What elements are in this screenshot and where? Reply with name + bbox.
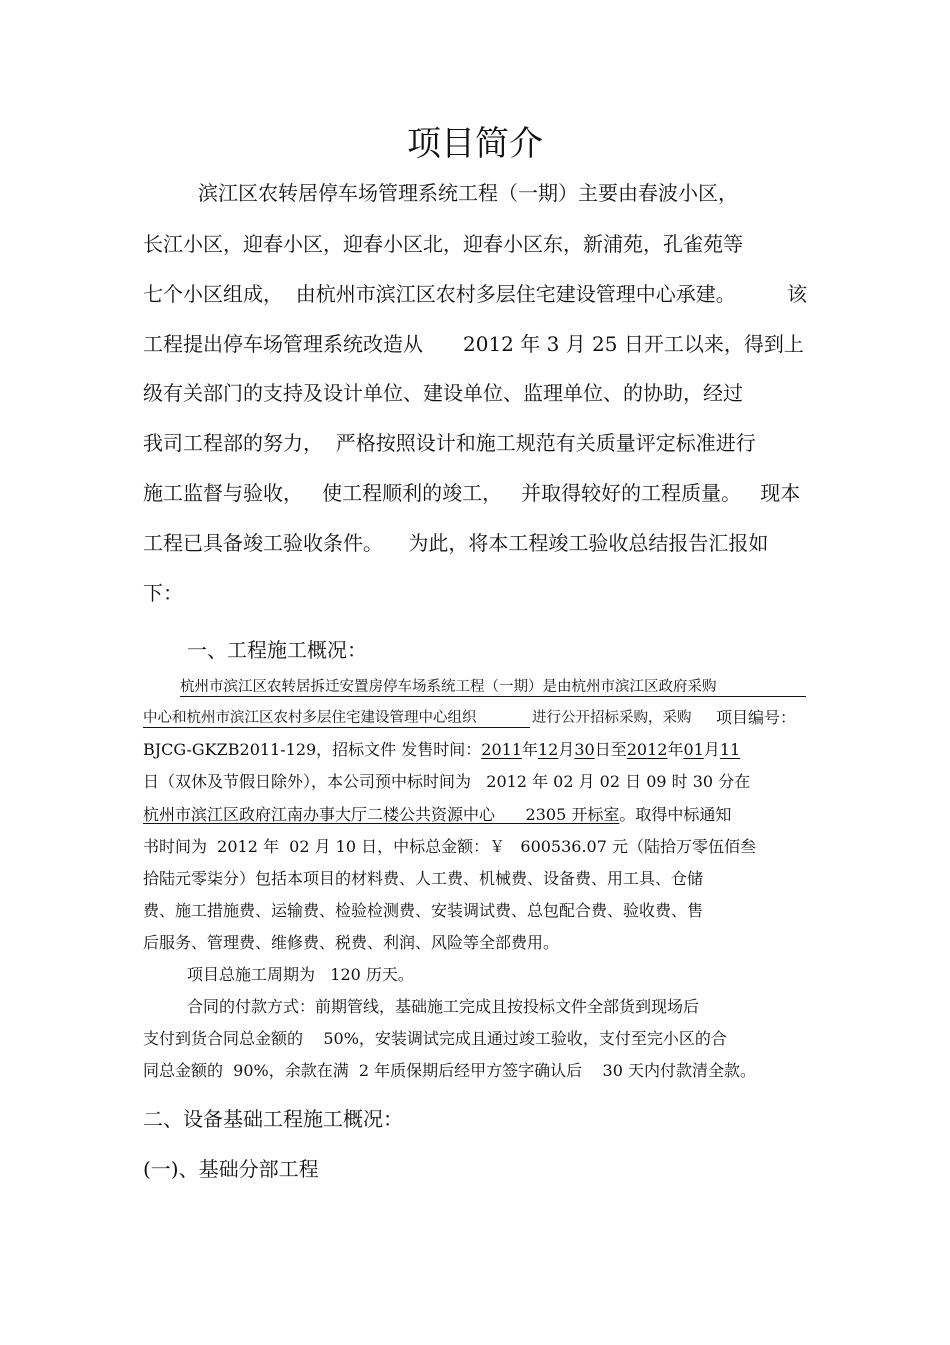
page-title: 项目简介 [407, 124, 543, 164]
section-line: 进行公开招标采购，采购 [532, 710, 692, 726]
section-line: 日（双休及节假日除外），本公司预中标时间为 2012 年 02 月 02 日 09 时 30 分在 [143, 772, 751, 791]
section-line: 项目编号： [716, 708, 797, 727]
intro-line: 施工监督与验收， 使工程顺利的竣工， 并取得较好的工程质量。 现本 [143, 481, 801, 505]
section-line: 支付到货合同总金额的 50%，安装调试完成且通过竣工验收，支付至完小区的合 [143, 1029, 727, 1048]
section-line: 后服务、管理费、维修费、税费、利润、风险等全部费用。 [143, 933, 560, 952]
underline-rule [180, 696, 806, 697]
text-segment: 月 [703, 740, 720, 759]
subsection-heading: (一)、基础分部工程 [143, 1157, 319, 1181]
intro-line: 2012 年 3 月 25 日开工以来，得到上 [463, 332, 804, 356]
date-segment: 11 [719, 740, 741, 759]
text-segment: 。取得中标通知 [619, 805, 732, 824]
section-line [143, 738, 740, 762]
intro-line: 级有关部门的支持及设计单位、建设单位、监理单位、的协助，经过 [143, 381, 743, 405]
section-line: 拾陆元零柒分）包括本项目的材料费、人工费、机械费、设备费、用工具、仓储 [143, 869, 704, 888]
intro-line: 工程提出停车场管理系统改造从 [143, 332, 423, 356]
venue-segment: 杭州市滨江区政府江南办事大厅二楼公共资源中心 [143, 805, 496, 824]
date-segment: 12 [538, 740, 559, 759]
text-segment: 年 [667, 740, 684, 759]
date-segment: 2012 [626, 740, 668, 759]
intro-line: 滨江区农转居停车场管理系统工程（一期）主要由春波小区， [198, 181, 738, 205]
section-line: 费、施工措施费、运输费、检验检测费、安装调试费、总包配合费、验收费、售 [143, 901, 704, 920]
intro-line: 长江小区，迎春小区，迎春小区北，迎春小区东，新浦苑，孔雀苑等 [143, 232, 743, 256]
text-segment: 年 [521, 740, 538, 759]
text-segment: 月 [558, 740, 575, 759]
section-line: 中心和杭州市滨江区农村多层住宅建设管理中心组织 [143, 710, 477, 726]
section-heading: 二、设备基础工程施工概况： [143, 1107, 403, 1131]
intro-line: 七个小区组成， 由杭州市滨江区农村多层住宅建设管理中心承建。 [143, 282, 736, 306]
intro-line: 下： [143, 581, 183, 605]
section-line [143, 803, 731, 827]
text-segment: 日至 [594, 740, 627, 759]
venue-segment: 2305 开标室 [525, 805, 620, 824]
section-line: 合同的付款方式：前期管线，基础施工完成且按投标文件全部货到现场后 [187, 997, 700, 1016]
intro-line: 该 [787, 282, 807, 306]
project-code: BJCG-GKZB2011-129 [143, 740, 317, 759]
intro-line: 工程已具备竣工验收条件。 为此，将本工程竣工验收总结报告汇报如 [143, 531, 769, 555]
section-line: 杭州市滨江区农转居拆迁安置房停车场系统工程（一期）是由杭州市滨江区政府采购 [180, 679, 717, 695]
date-segment: 2011 [481, 740, 522, 759]
date-segment: 30 [574, 740, 595, 759]
intro-line: 我司工程部的努力， 严格按照设计和施工规范有关质量评定标准进行 [143, 431, 756, 455]
underline-rule [143, 727, 530, 728]
text-segment: ，招标文件 发售时间： [316, 740, 482, 759]
date-segment: 01 [683, 740, 704, 759]
section-line: 同总金额的 90%，余款在满 2 年质保期后经甲方签字确认后 30 天内付款清全款。 [143, 1061, 756, 1080]
section-heading: 一、工程施工概况： [187, 638, 367, 662]
section-line: 项目总施工周期为 120 历天。 [187, 965, 414, 984]
section-line: 书时间为 2012 年 02 月 10 日，中标总金额：￥ 600536.07 元（陆拾万零伍佰叁 [143, 837, 756, 856]
